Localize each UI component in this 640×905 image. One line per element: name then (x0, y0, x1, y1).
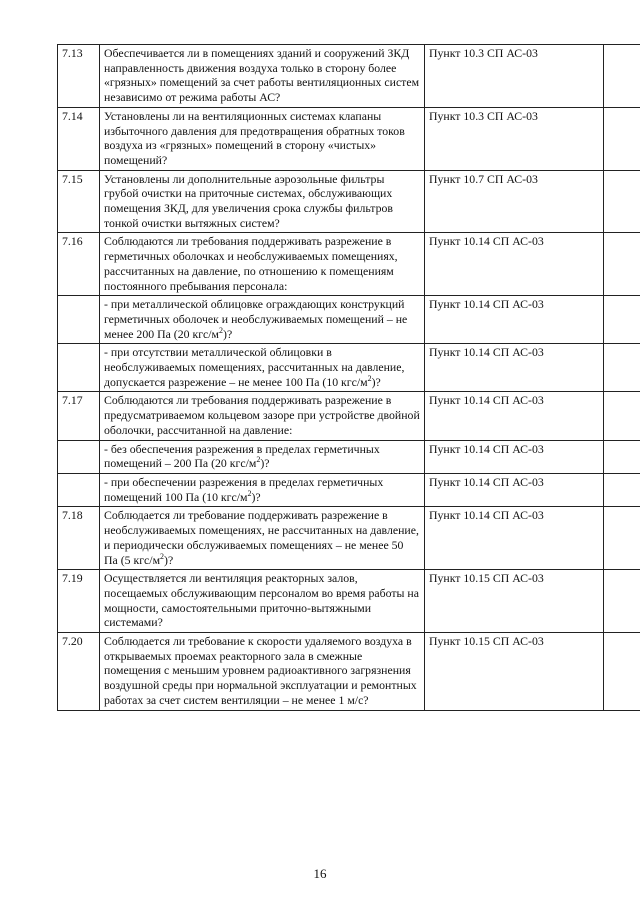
question-text: Соблюдаются ли требования поддерживать разрежение в герметичных оболочках и необслуживаемых помещениях, рассчитанных на давление, по отношению к помещениям постоянного пребывания персонала: (104, 234, 398, 293)
reference-cell: Пункт 10.14 СП АС-03 (425, 473, 604, 506)
question-cell (100, 507, 425, 570)
reference-cell: Пункт 10.14 СП АС-03 (425, 233, 604, 296)
reference-cell: Пункт 10.14 СП АС-03 (425, 344, 604, 392)
question-cell (100, 107, 425, 170)
question-cell (100, 633, 425, 711)
checklist-table (57, 44, 640, 711)
question-text: Соблюдаются ли требования поддерживать разрежение в предусматриваемом кольцевом зазоре при устройстве двойной оболочки, рассчитанной на давление: (104, 393, 420, 437)
question-text-end: )? (371, 374, 381, 389)
answer-cell-yes[interactable] (604, 507, 640, 570)
table-row (58, 107, 640, 170)
table-row (58, 440, 640, 473)
answer-cell-yes[interactable] (604, 107, 640, 170)
unit-exponent: 2 (247, 488, 252, 498)
question-cell (100, 45, 425, 108)
answer-cell-yes[interactable] (604, 296, 640, 344)
reference-cell: Пункт 10.7 СП АС-03 (425, 170, 604, 233)
question-text-end: )? (260, 456, 270, 471)
table-row (58, 507, 640, 570)
question-text: Установлены ли на вентиляционных системах клапаны избыточного давления для предотвращения обратных токов воздуха из «грязных» помещений в сторону «чистых» помещений? (104, 108, 405, 167)
answer-cell-yes[interactable] (604, 570, 640, 633)
item-number (58, 473, 100, 506)
table-row (58, 570, 640, 633)
item-number (58, 344, 100, 392)
answer-cell-yes[interactable] (604, 233, 640, 296)
table-row (58, 392, 640, 440)
reference-cell: Пункт 10.15 СП АС-03 (425, 570, 604, 633)
reference-cell: Пункт 10.14 СП АС-03 (425, 296, 604, 344)
table-row (58, 45, 640, 108)
item-number: 7.16 (58, 233, 100, 296)
table-row (58, 233, 640, 296)
answer-cell-yes[interactable] (604, 45, 640, 108)
checklist-body (58, 45, 640, 711)
question-cell (100, 344, 425, 392)
table-row (58, 633, 640, 711)
item-number: 7.19 (58, 570, 100, 633)
item-number: 7.18 (58, 507, 100, 570)
question-text-end: )? (251, 489, 261, 504)
table-row (58, 296, 640, 344)
question-cell (100, 473, 425, 506)
question-cell (100, 170, 425, 233)
reference-cell: Пункт 10.14 СП АС-03 (425, 440, 604, 473)
unit-exponent: 2 (160, 551, 165, 561)
question-text: Соблюдается ли требование к скорости удаляемого воздуха в открываемых проемах реакторного зала в смежные помещения с меньшим уровнем радиоактивного загрязнения воздушной среды при нормальной эксплуатации и ремонтных работах за счет систем вентиляции – не менее 1 м/с? (104, 634, 417, 707)
answer-cell-yes[interactable] (604, 440, 640, 473)
answer-cell-yes[interactable] (604, 633, 640, 711)
page-number: 16 (313, 866, 327, 881)
question-cell (100, 570, 425, 633)
question-text: Соблюдается ли требование поддерживать разрежение в необслуживаемых помещениях, не рассчитанных на давление, и периодически обслуживаемых помещениях – не менее 50 Па (5 кгс/м (104, 508, 419, 567)
question-cell (100, 296, 425, 344)
table-row (58, 473, 640, 506)
item-number: 7.17 (58, 392, 100, 440)
item-number (58, 440, 100, 473)
question-text: - при металлической облицовке ограждающих конструкций герметичных оболочек и необслуживаемых помещений – не менее 200 Па (20 кгс/м (104, 297, 408, 341)
answer-cell-yes[interactable] (604, 473, 640, 506)
item-number (58, 296, 100, 344)
question-cell (100, 392, 425, 440)
question-text: Обеспечивается ли в помещениях зданий и сооружений ЗКД направленность движения воздуха только в сторону более «грязных» помещений за счет работы вентиляционных систем независимо от режима работы АС? (104, 46, 420, 105)
question-text: Осуществляется ли вентиляция реакторных залов, посещаемых обслуживающим персоналом во время работы на мощности, самостоятельными приточно-вытяжными системами? (104, 571, 419, 630)
question-text: Установлены ли дополнительные аэрозольные фильтры грубой очистки на приточные системах, обслуживающих помещения ЗКД, для увеличения срока службы фильтров тонкой очистки вытяжных систем? (104, 171, 393, 230)
reference-cell: Пункт 10.3 СП АС-03 (425, 107, 604, 170)
question-cell (100, 440, 425, 473)
answer-cell-yes[interactable] (604, 170, 640, 233)
reference-cell: Пункт 10.14 СП АС-03 (425, 392, 604, 440)
item-number: 7.13 (58, 45, 100, 108)
question-text: - при обеспечении разрежения в пределах герметичных помещений 100 Па (10 кгс/м (104, 474, 384, 504)
item-number: 7.15 (58, 170, 100, 233)
answer-cell-yes[interactable] (604, 344, 640, 392)
table-row (58, 344, 640, 392)
table-row (58, 170, 640, 233)
reference-cell: Пункт 10.15 СП АС-03 (425, 633, 604, 711)
question-text-end: )? (223, 326, 233, 341)
reference-cell: Пункт 10.14 СП АС-03 (425, 507, 604, 570)
reference-cell: Пункт 10.3 СП АС-03 (425, 45, 604, 108)
answer-cell-yes[interactable] (604, 392, 640, 440)
item-number: 7.14 (58, 107, 100, 170)
unit-exponent: 2 (367, 373, 372, 383)
question-text: - без обеспечения разрежения в пределах герметичных помещений – 200 Па (20 кгс/м (104, 441, 380, 471)
unit-exponent: 2 (256, 455, 261, 465)
question-cell (100, 233, 425, 296)
item-number: 7.20 (58, 633, 100, 711)
question-text: - при отсутствии металлической облицовки в необслуживаемых помещениях, рассчитанных на давление, допускается разрежение – не менее 100 Па (10 кгс/м (104, 345, 405, 389)
unit-exponent: 2 (219, 325, 224, 335)
question-text-end: )? (164, 552, 174, 567)
